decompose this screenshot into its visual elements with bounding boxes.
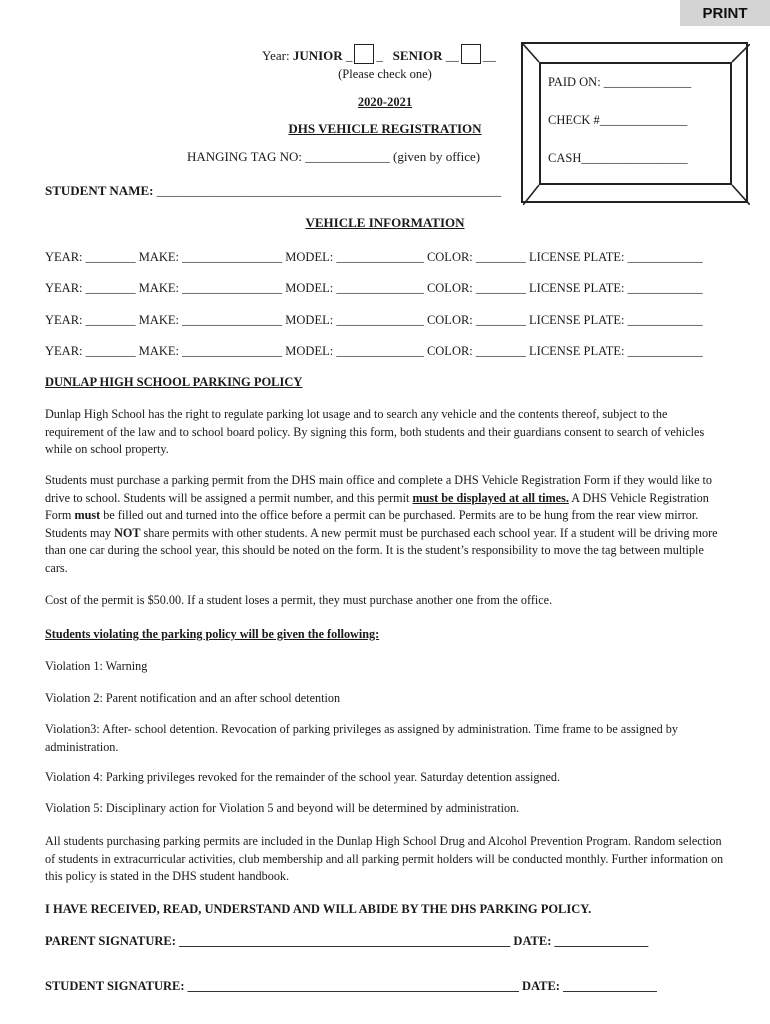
student-name-row <box>45 183 501 199</box>
student-name-label: STUDENT NAME: <box>45 183 154 198</box>
form-title: DHS VEHICLE REGISTRATION <box>288 121 482 136</box>
vehicle-row-2[interactable]: YEAR: ________ MAKE: ________________ MODEL: ______________ COLOR: ________ LICENSE PLATE: ____________ <box>45 281 703 295</box>
violation-3: Violation3: After- school detention. Revocation of parking privileges as assigned by administration. Time frame to be assigned by administration. <box>45 722 678 754</box>
parent-signature-line[interactable]: PARENT SIGNATURE: _____________________________________________________ DATE: _______________ <box>45 934 649 948</box>
p2-text-a: Students must purchase a parking permit from the DHS main office and complete a DHS Vehicle Registration Form if they would like to drive to school. Students will be assigned a permit number, and this permit <box>45 473 713 505</box>
junior-blank-right: _ <box>376 47 383 63</box>
prevention-program: All students purchasing parking permits are included in the Dunlap High School Drug and Alcohol Prevention Program. Random selection of students in extracurricular activities, club membership and all parking permit holders will be conducted monthly. Further information on this policy is stated in the DHS student handbook. <box>45 834 724 883</box>
p2-display-emphasis: must be displayed at all times. <box>412 490 569 505</box>
print-button[interactable]: PRINT <box>680 0 770 26</box>
permit-cost: Cost of the permit is $50.00. If a student loses a permit, they must purchase another one from the office. <box>45 593 553 607</box>
senior-checkbox[interactable] <box>461 44 481 64</box>
violation-2: Violation 2: Parent notification and an after school detention <box>45 691 341 705</box>
paid-on-field[interactable]: PAID ON: ______________ <box>548 75 692 89</box>
vehicle-info-heading: VEHICLE INFORMATION <box>305 215 465 230</box>
senior-label: SENIOR <box>392 47 443 63</box>
junior-label: JUNIOR <box>292 47 343 63</box>
vehicle-row-1[interactable]: YEAR: ________ MAKE: ________________ MODEL: ______________ COLOR: ________ LICENSE PLATE: ____________ <box>45 250 703 264</box>
year-label: Year: <box>262 47 290 63</box>
p2-text-e: be filled out and turned into the office before a permit can be purchased. Permits are to be hung from the rear view mirror. Students may <box>45 508 699 540</box>
junior-blank-left: _ <box>345 47 353 63</box>
p2-must-emphasis: must <box>74 508 101 522</box>
violation-4: Violation 4: Parking privileges revoked for the remainder of the school year. Saturday detention assigned. <box>45 770 561 784</box>
policy-paragraph-1: Dunlap High School has the right to regulate parking lot usage and to search any vehicle and the contents thereof, subject to the requirement of the law and to school board policy. By signing this form, both students and their guardians consent to search of vehicles while on school property. <box>45 407 705 456</box>
student-signature-line[interactable]: STUDENT SIGNATURE: _____________________________________________________ DATE: _______________ <box>45 979 657 993</box>
junior-checkbox[interactable] <box>354 44 374 64</box>
p2-text-g: share permits with other students. A new permit must be purchased each school year. If a student will be driving more than one car during the school year, this should be noted on the form. It is the student’s responsibility to move the tag between multiple cars. <box>45 525 718 575</box>
vehicle-row-4[interactable]: YEAR: ________ MAKE: ________________ MODEL: ______________ COLOR: ________ LICENSE PLATE: ____________ <box>45 344 703 358</box>
violation-1: Violation 1: Warning <box>45 659 148 673</box>
hanging-tag-field[interactable]: HANGING TAG NO: _____________ (given by office) <box>187 149 481 164</box>
senior-blank-left: __ <box>445 47 459 63</box>
office-use-box <box>521 42 748 203</box>
policy-heading: DUNLAP HIGH SCHOOL PARKING POLICY <box>45 375 303 389</box>
cash-field[interactable]: CASH_________________ <box>548 151 688 165</box>
vehicle-row-3[interactable]: YEAR: ________ MAKE: ________________ MODEL: ______________ COLOR: ________ LICENSE PLATE: ____________ <box>45 313 703 327</box>
violation-5: Violation 5: Disciplinary action for Violation 5 and beyond will be determined by administration. <box>45 801 520 815</box>
p2-text-c: A DHS Vehicle Registration Form <box>45 490 709 522</box>
school-year: 2020-2021 <box>357 95 413 109</box>
senior-blank-right: __ <box>482 47 496 63</box>
policy-paragraph-2 <box>45 472 725 577</box>
p2-not-emphasis: NOT <box>114 525 141 540</box>
check-number-field[interactable]: CHECK #______________ <box>548 113 688 127</box>
acknowledgement: I HAVE RECEIVED, READ, UNDERSTAND AND WILL ABIDE BY THE DHS PARKING POLICY. <box>45 902 592 916</box>
check-note: (Please check one) <box>338 67 432 81</box>
violations-heading: Students violating the parking policy will be given the following: <box>45 627 380 641</box>
student-name-field[interactable]: _____________________________________________________ <box>156 183 502 198</box>
year-row <box>262 47 496 67</box>
